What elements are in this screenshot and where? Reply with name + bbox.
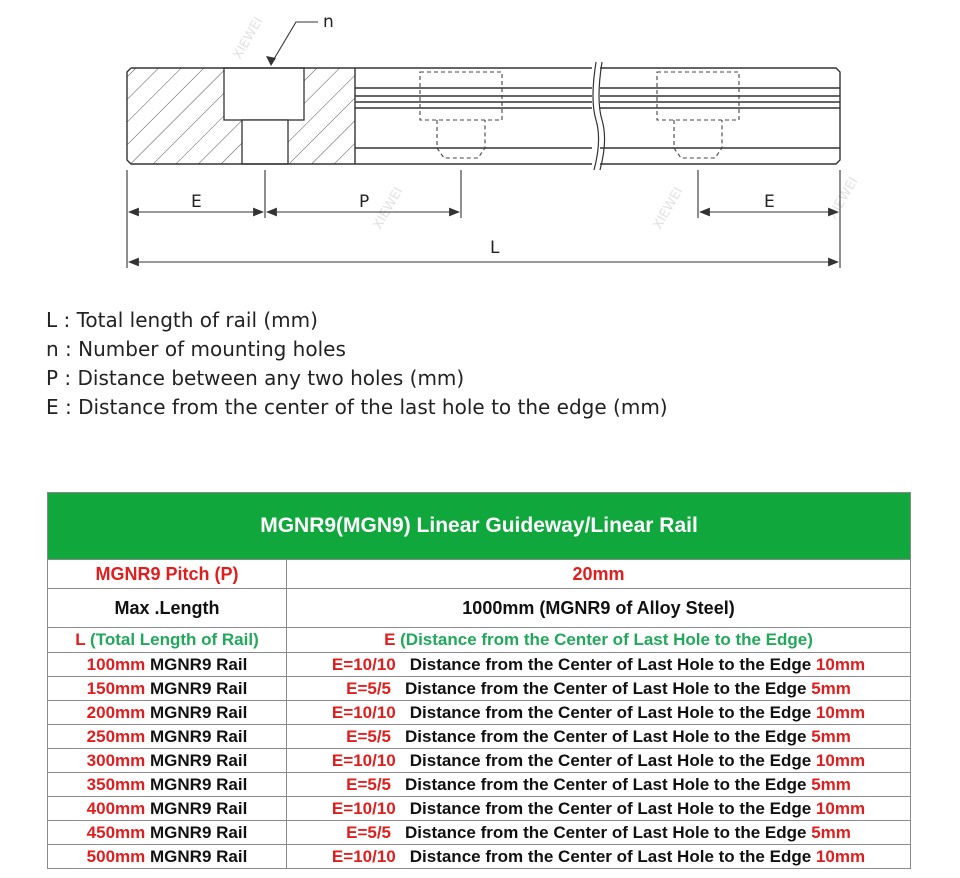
rail-model: MGNR9 Rail <box>145 846 248 866</box>
edge-code: E=10/10 <box>331 654 396 674</box>
edge-distance-cell <box>287 677 911 701</box>
edge-value: 10mm <box>815 846 866 866</box>
rail-model: MGNR9 Rail <box>145 678 248 698</box>
svg-text:XIEWEI: XIEWEI <box>230 14 267 63</box>
rail-model: MGNR9 Rail <box>145 750 248 770</box>
rail-length-cell <box>48 701 287 725</box>
rail-model: MGNR9 Rail <box>145 702 248 722</box>
spec-table <box>47 492 911 869</box>
legend-l: L : Total length of rail (mm) <box>46 308 318 332</box>
edge-value: 10mm <box>815 750 866 770</box>
edge-distance-cell <box>287 725 911 749</box>
legend-n: n : Number of mounting holes <box>46 337 346 361</box>
dimension-legend <box>46 306 668 422</box>
svg-text:XIEWEI: XIEWEI <box>370 184 407 232</box>
rail-length-cell <box>48 797 287 821</box>
column-header-length: L (Total Length of Rail) <box>48 628 287 653</box>
table-row <box>48 653 911 677</box>
edge-description: Distance from the Center of Last Hole to the Edge <box>405 678 807 698</box>
rail-length: 150mm <box>86 678 146 698</box>
pitch-row <box>48 560 911 589</box>
table-row <box>48 701 911 725</box>
rail-length-cell <box>48 677 287 701</box>
edge-description: Distance from the Center of Last Hole to the Edge <box>409 798 812 818</box>
table-row <box>48 845 911 869</box>
svg-text:XIEWEI: XIEWEI <box>825 174 862 222</box>
edge-code: E=10/10 <box>331 702 396 722</box>
rail-length: 300mm <box>86 750 146 770</box>
svg-text:XIEWEI: XIEWEI <box>650 184 687 232</box>
label-l: L <box>490 238 500 258</box>
max-length-label: Max .Length <box>48 589 287 628</box>
edge-value: 10mm <box>815 654 866 674</box>
rail-length-cell <box>48 749 287 773</box>
edge-code: E=5/5 <box>346 774 392 794</box>
edge-value: 5mm <box>811 774 851 794</box>
edge-code: E=5/5 <box>346 678 392 698</box>
column-header-row <box>48 628 911 653</box>
rail-length-cell <box>48 845 287 869</box>
edge-value: 5mm <box>811 726 851 746</box>
table-row <box>48 773 911 797</box>
edge-distance-cell <box>287 773 911 797</box>
legend-p: P : Distance between any two holes (mm) <box>46 366 465 390</box>
rail-length: 100mm <box>86 654 146 674</box>
edge-description: Distance from the Center of Last Hole to the Edge <box>409 846 812 866</box>
table-row <box>48 725 911 749</box>
edge-distance-cell <box>287 749 911 773</box>
edge-description: Distance from the Center of Last Hole to the Edge <box>409 654 812 674</box>
rail-length: 350mm <box>86 774 146 794</box>
rail-model: MGNR9 Rail <box>145 774 248 794</box>
rail-length: 200mm <box>86 702 146 722</box>
edge-description: Distance from the Center of Last Hole to the Edge <box>405 822 807 842</box>
rail-length-cell <box>48 653 287 677</box>
rail-section <box>127 68 355 164</box>
edge-code: E=10/10 <box>331 846 396 866</box>
table-row <box>48 749 911 773</box>
column-header-edge: E (Distance from the Center of Last Hole to the Edge) <box>287 628 911 653</box>
rail-model: MGNR9 Rail <box>145 822 248 842</box>
edge-distance-cell <box>287 701 911 725</box>
edge-distance-cell <box>287 653 911 677</box>
edge-value: 10mm <box>815 798 866 818</box>
pitch-value: 20mm <box>287 560 911 589</box>
rail-length-cell <box>48 773 287 797</box>
edge-description: Distance from the Center of Last Hole to the Edge <box>409 750 812 770</box>
table-row <box>48 677 911 701</box>
edge-code: E=5/5 <box>346 822 392 842</box>
edge-value: 5mm <box>811 822 851 842</box>
max-length-value: 1000mm (MGNR9 of Alloy Steel) <box>287 589 911 628</box>
rail-length-cell <box>48 725 287 749</box>
label-n: n <box>323 12 334 32</box>
rail-model: MGNR9 Rail <box>145 726 248 746</box>
hidden-holes <box>420 72 739 158</box>
edge-code: E=10/10 <box>331 750 396 770</box>
edge-value: 5mm <box>811 678 851 698</box>
edge-value: 10mm <box>815 702 866 722</box>
label-e-left: E <box>191 192 202 212</box>
rail-diagram <box>0 0 960 300</box>
edge-code: E=5/5 <box>346 726 392 746</box>
edge-description: Distance from the Center of Last Hole to the Edge <box>405 774 807 794</box>
table-row <box>48 797 911 821</box>
label-e-right: E <box>764 192 775 212</box>
table-title: MGNR9(MGN9) Linear Guideway/Linear Rail <box>48 493 911 560</box>
edge-distance-cell <box>287 845 911 869</box>
pitch-label: MGNR9 Pitch (P) <box>48 560 287 589</box>
edge-code: E=10/10 <box>331 798 396 818</box>
table-row <box>48 821 911 845</box>
rail-length: 500mm <box>86 846 146 866</box>
edge-distance-cell <box>287 797 911 821</box>
rail-length: 250mm <box>86 726 146 746</box>
edge-distance-cell <box>287 821 911 845</box>
rail-model: MGNR9 Rail <box>145 798 248 818</box>
table-body <box>48 653 911 869</box>
rail-model: MGNR9 Rail <box>145 654 248 674</box>
edge-description: Distance from the Center of Last Hole to the Edge <box>409 702 812 722</box>
edge-description: Distance from the Center of Last Hole to the Edge <box>405 726 807 746</box>
rail-length: 450mm <box>86 822 146 842</box>
table-header-row <box>48 493 911 560</box>
label-p: P <box>359 192 370 212</box>
rail-length: 400mm <box>86 798 146 818</box>
legend-e: E : Distance from the center of the last hole to the edge (mm) <box>46 395 668 419</box>
max-length-row <box>48 589 911 628</box>
rail-length-cell <box>48 821 287 845</box>
